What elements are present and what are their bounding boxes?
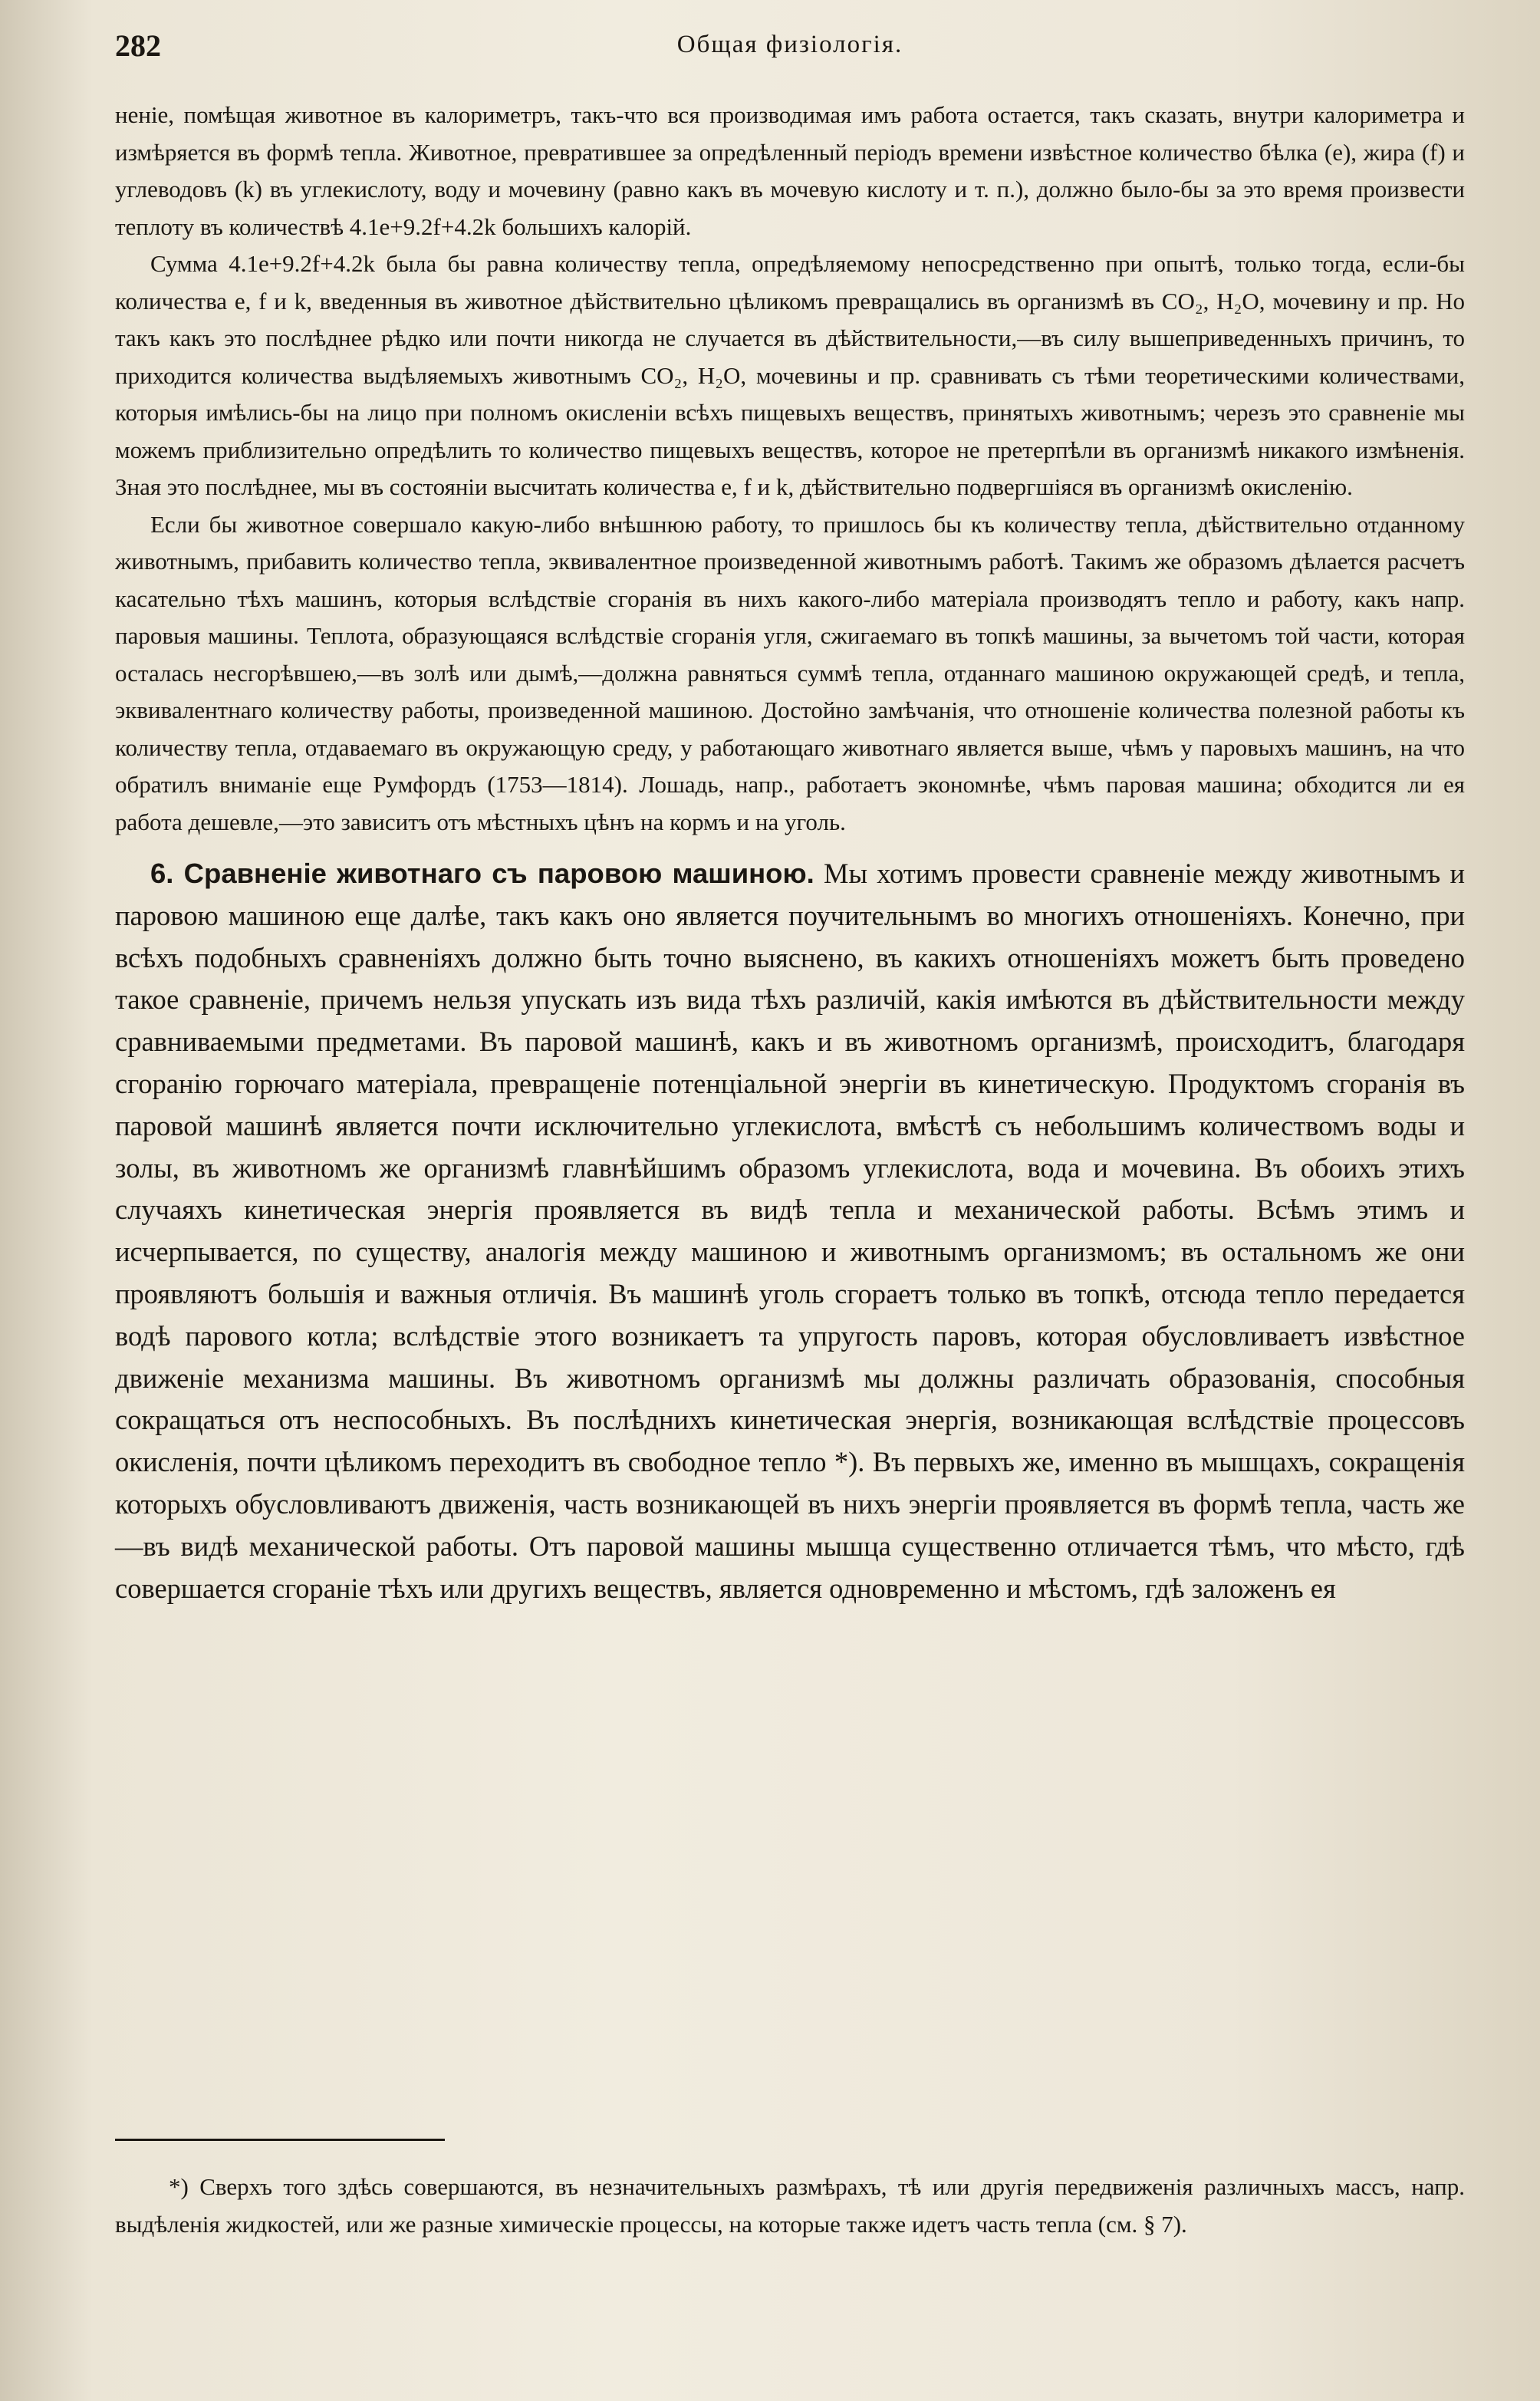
paragraph-continuation: неніе, помѣщая животное въ калориметръ, такъ-что вся производимая имъ работа остается, такъ сказать, внутри калориметра и измѣряется въ формѣ тепла. Животное, превратившее за опредѣленный періодъ времени извѣстное количество бѣлка (e), жира (f) и углеводовъ (k) въ углекислоту, воду и мочевину (равно какъ въ мочевую кислоту и т. п.), должно было-бы за это время произвести теплоту въ количествѣ 4.1e+9.2f+4.2k большихъ калорій. [115,101,1465,240]
footnote-block [115,2139,1465,2243]
page-header [115,28,1465,66]
section-heading: 6. Сравненіе животнаго съ паровою машиною. [150,858,814,889]
footnote-divider [115,2139,445,2141]
page-body [115,97,1465,1609]
paragraph-external-work: Если бы животное совершало какую-либо внѣшнюю работу, то пришлось бы къ количеству тепла, дѣйствительно отданному животнымъ, прибавить количество тепла, эквивалентное произведенной животнымъ работѣ. Такимъ же образомъ дѣлается расчетъ касательно тѣхъ машинъ, которыя вслѣдствіе сгоранія въ нихъ какого-либо матеріала производятъ тепло и работу, какъ напр. паровыя машины. Теплота, образующаяся вслѣдствіе сгоранія угля, сжигаемаго въ топкѣ машины, за вычетомъ той части, которая осталась несгорѣвшею,—въ золѣ или дымѣ,—должна равняться суммѣ тепла, отданнаго машиною окружающей средѣ, и тепла, эквивалентнаго количеству работы, произведенной машиною. Достойно замѣчанія, что отношеніе количества полезной работы къ количеству тепла, отдаваемаго въ окружающую среду, у работающаго животнаго является выше, чѣмъ у паровыхъ машинъ, на что обратилъ вниманіе еще Румфордъ (1753—1814). Лошадь, напр., работаетъ экономнѣе, чѣмъ паровая машина; обходится ли ея работа дешевле,—это зависитъ отъ мѣстныхъ цѣнъ на кормъ и на уголь. [115,510,1465,835]
section-6-text: Мы хотимъ провести сравненіе между животнымъ и паровою машиною еще далѣе, такъ какъ оно является поучительнымъ во многихъ отношеніяхъ. Конечно, при всѣхъ подобныхъ сравненіяхъ должно быть точно выяснено, въ какихъ отношеніяхъ можетъ быть проведено такое сравненіе, причемъ нельзя упускать изъ вида тѣхъ различій, какія имѣются въ дѣйствительности между сравниваемыми предметами. Въ паровой машинѣ, какъ и въ животномъ организмѣ, происходитъ, благодаря сгоранію горючаго матеріала, превращеніе потенціальной энергіи въ кинетическую. Продуктомъ сгоранія въ паровой машинѣ является почти исключительно углекислота, вмѣстѣ съ небольшимъ количествомъ воды и золы, въ животномъ же организмѣ главнѣйшимъ образомъ углекислота, вода и мочевина. Въ обоихъ этихъ случаяхъ кинетическая энергія проявляется въ видѣ тепла и механической работы. Всѣмъ этимъ и исчерпывается, по существу, аналогія между машиною и животнымъ организмомъ; въ остальномъ же они проявляютъ большія и важныя отличія. Въ машинѣ уголь сгораетъ только въ топкѣ, отсюда тепло передается водѣ парового котла; вслѣдствіе этого возникаетъ та упругость паровъ, которая обусловливаетъ извѣстное движеніе механизма машины. Въ животномъ организмѣ мы должны различать образованія, способныя сокращаться отъ неспособныхъ. Въ послѣднихъ кинетическая энергія, возникающая вслѣдствіе процессовъ окисленія, почти цѣликомъ переходитъ въ свободное тепло *). Въ первыхъ же, именно въ мышцахъ, сокращенія которыхъ обусловливаютъ движенія, часть возникающей въ нихъ энергіи проявляется въ формѣ тепла, часть же—въ видѣ механической работы. Отъ паровой машины мышца существенно отличается тѣмъ, что мѣсто, гдѣ совершается сгораніе тѣхъ или другихъ веществъ, является одновременно и мѣстомъ, гдѣ заложенъ ея [115,858,1465,1604]
running-title: Общая физіологія. [676,31,903,58]
section-6-paragraph [115,853,1465,1609]
footnote-text: *) Сверхъ того здѣсь совершаются, въ незначительныхъ размѣрахъ, тѣ или другія передвиженія различныхъ массъ, напр. выдѣленія жидкостей, или же разные химическіе процессы, на которые также идетъ часть тепла (см. § 7). [115,2173,1465,2238]
page-number: 282 [115,28,161,63]
paragraph-heat-sum: Сумма 4.1e+9.2f+4.2k была бы равна количеству тепла, опредѣляемому непосредственно при опытѣ, только тогда, если-бы количества e, f и k, введенныя въ животное дѣйствительно цѣликомъ превращались въ организмѣ въ CO₂, H₂O, мочевину и пр. Но такъ какъ это послѣднее рѣдко или почти никогда не случается въ дѣйствительности,—въ силу вышеприведенныхъ причинъ, то приходится количества выдѣляемыхъ животнымъ CO₂, H₂O, мочевины и пр. сравнивать съ тѣми теоретическими количествами, которыя имѣлись-бы на лицо при полномъ окисленіи всѣхъ пищевыхъ веществъ, принятыхъ животнымъ; черезъ это сравненіе мы можемъ приблизительно опредѣлить то количество пищевыхъ веществъ, которое не претерпѣли въ организмѣ никакого измѣненія. Зная это послѣднее, мы въ состояніи высчитать количества e, f и k, дѣйствительно подвергшіяся въ организмѣ окисленію. [115,250,1465,500]
